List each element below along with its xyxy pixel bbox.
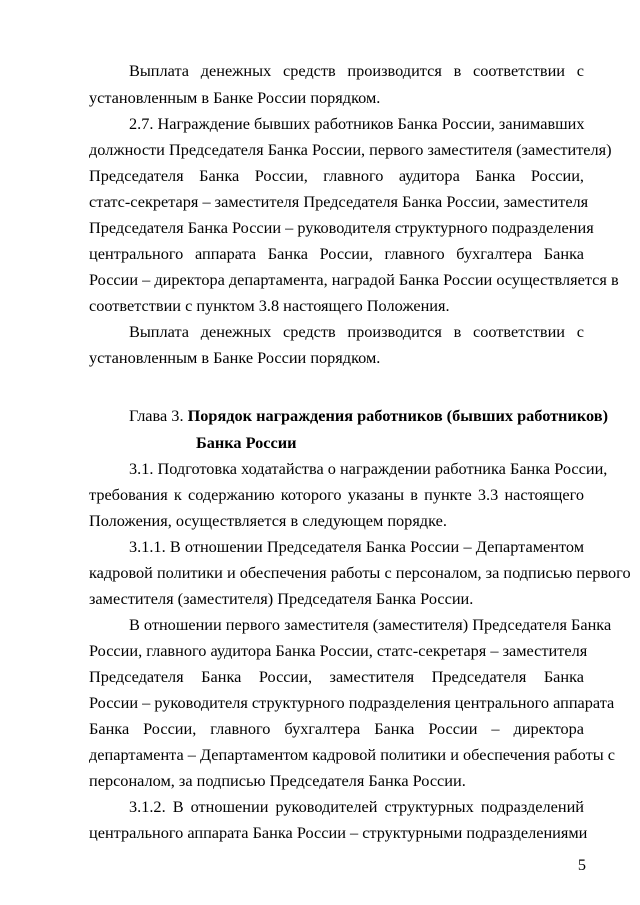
page-number: 5 — [577, 855, 586, 874]
paragraph-line: 2.7. Награждение бывших работников Банка России, занимавших — [129, 114, 585, 133]
chapter-title-line2: Банка России — [196, 433, 297, 452]
paragraph-line: России – руководителя структурного подразделения центрального аппарата — [89, 693, 615, 712]
paragraph-line: 3.1. Подготовка ходатайства о награждении работника Банка России, — [129, 459, 608, 478]
chapter-title-line1: Порядок награждения работников (бывших работников) — [187, 406, 609, 425]
paragraph-line: Банка России, главного бухгалтера Банка России – директора — [89, 719, 584, 738]
paragraph-line: статс-секретаря – заместителя Председателя Банка России, заместителя — [89, 192, 589, 211]
paragraph-line: В отношении первого заместителя (заместителя) Председателя Банка — [129, 615, 612, 634]
paragraph-line: кадровой политики и обеспечения работы с персоналом, за подписью первого — [89, 563, 631, 582]
paragraph-line: должности Председателя Банка России, первого заместителя (заместителя) — [89, 140, 612, 159]
paragraph-line: Выплата денежных средств производится в соответствии с — [129, 322, 584, 341]
paragraph-line: Положения, осуществляется в следующем порядке. — [89, 511, 447, 530]
paragraph-line: центрального аппарата Банка России, главного бухгалтера Банка — [89, 244, 584, 263]
paragraph-line: требования к содержанию которого указаны в пункте 3.3 настоящего — [89, 485, 584, 504]
paragraph-line: заместителя (заместителя) Председателя Банка России. — [89, 589, 474, 608]
paragraph-line: соответствии с пунктом 3.8 настоящего Положения. — [89, 296, 450, 315]
chapter-prefix: Глава 3. — [129, 406, 188, 425]
paragraph-line: Председателя Банка России, главного аудитора Банка России, — [89, 166, 584, 185]
paragraph-line: департамента – Департаментом кадровой политики и обеспечения работы с — [89, 745, 615, 764]
chapter-heading — [129, 406, 609, 426]
paragraph-line: персоналом, за подписью Председателя Банка России. — [89, 771, 466, 790]
paragraph-line: Председателя Банка России – руководителя структурного подразделения — [89, 218, 594, 237]
paragraph-line: Председателя Банка России, заместителя Председателя Банка — [89, 667, 584, 686]
paragraph-line: установленным в Банке России порядком. — [89, 88, 381, 107]
paragraph-line: России – директора департамента, наградой Банка России осуществляется в — [89, 270, 619, 289]
paragraph-line: Выплата денежных средств производится в соответствии с — [129, 61, 584, 80]
paragraph-line: 3.1.2. В отношении руководителей структурных подразделений — [129, 797, 584, 816]
paragraph-line: 3.1.1. В отношении Председателя Банка России – Департаментом — [129, 537, 584, 556]
paragraph-line: России, главного аудитора Банка России, статс-секретаря – заместителя — [89, 641, 588, 660]
paragraph-line: установленным в Банке России порядком. — [89, 348, 381, 367]
paragraph-line: центрального аппарата Банка России – структурными подразделениями — [89, 823, 588, 842]
